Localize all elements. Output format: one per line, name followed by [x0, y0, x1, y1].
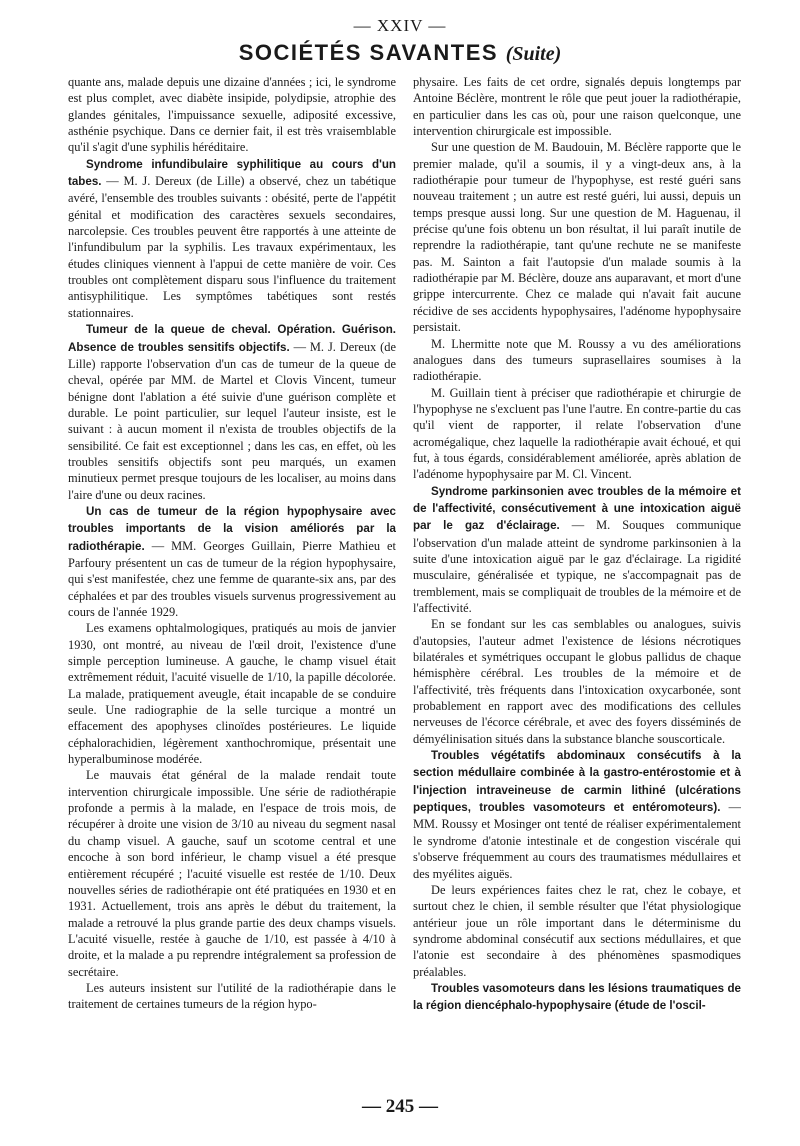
paragraph-continued: physaire. Les faits de cet ordre, signalés depuis longtemps par Antoine Béclère, montrent le rôle que peut jouer la radiothérapie, en particulier dans les cas où, pour une raison quelconque, une intervention chirurgicale est impossible. [413, 75, 741, 139]
paragraph-body: — MM. Georges Guillain, Pierre Mathieu et Parfoury présentent un cas de tumeur de la région hypophysaire, qui s'est manifestée, chez une femme de quarante-six ans, par des céphalées et par des troubles visuels survenus progressivement au cours de l'année 1929. [68, 538, 396, 619]
section-header [0, 40, 800, 66]
paragraph-heading: Tumeur de la queue de cheval. Opération. Guérison. Absence de troubles sensitifs objectifs. [68, 323, 396, 354]
paragraph-with-heading [413, 747, 741, 882]
paragraph-continued: quante ans, malade depuis une dizaine d'années ; ici, le syndrome est plus complet, avec diabète insipide, polydipsie, atrophie des glandes génitales, l'impuissance sexuelle, adiposité excessive, asthénie psychique. Dans ce dernier fait, il est très vraisemblable qu'il s'agit d'une syphilis héréditaire. [68, 75, 396, 155]
paragraph-heading: Un cas de tumeur de la région hypophysaire avec troubles importants de la vision améliorés par la radiothérapie. [68, 504, 396, 553]
paragraph-heading: Syndrome infundibulaire syphilitique au cours d'un tabes. [68, 157, 396, 189]
paragraph: Sur une question de M. Baudouin, M. Béclère rapporte que le premier malade, qu'il a soumis, il y a vingt-deux ans, à la radiothérapie pour tumeur de l'hypophyse, est resté guéri sans nouveau traitement ; un autre est resté guéri, lui aussi, depuis un temps presque aussi long. Sur une question de M. Haguenau, il précise qu'une fois obtenu un bon résultat, il lui paraît inutile de reprendre la radiothérapie, tant qu'une rechute ne se manifeste pas. M. Sainton a fait l'autopsie d'un malade soumis à la radiothérapie par M. Béclère, douze ans auparavant, et mort d'une grippe intercurrente. Chez ce malade qui n'avait fait aucune récidive de ses accidents hypophysaires, l'adénome hypophysaire persistait. [413, 140, 741, 335]
paragraph-heading: Troubles vasomoteurs dans les lésions traumatiques de la région diencéphalo-hypophysaire (étude de l'oscil- [413, 981, 741, 1013]
paragraph: De leurs expériences faites chez le rat, chez le cobaye, et surtout chez le chien, il semble résulter que l'état physiologique antérieur joue un rôle important dans le déterminisme du syndrome abdominal consécutif aux sections médullaires, et que l'atonie est secondaire à des phénomènes spasmodiques préalables. [413, 882, 741, 979]
paragraph-body: — M. J. Dereux (de Lille) a observé, chez un tabétique avéré, l'ensemble des troubles suivants : obésité, perte de l'appétit génital et modification des caractères sexuels secondaires, narcolepsie. Ces troubles peuvent être rapportés à une atteinte de l'infundibulum par la syphilis. Les travaux expérimentaux, les études cliniques viennent à l'appui de cette manière de voir. Ces troubles ont complètement disparu sous l'influence du traitement antisyphilitique. Les symptômes tabétiques sont restés stationnaires. [68, 174, 396, 320]
right-column [413, 74, 741, 1106]
left-column [68, 74, 396, 1106]
paragraph: Les examens ophtalmologiques, pratiqués au mois de janvier 1930, ont montré, au niveau de l'œil droit, l'existence d'une simple perception lumineuse. A gauche, le champ visuel était extrêmement réduit, l'acuité visuelle de 1/10, la papille décolorée. La malade, pratiquement aveugle, était incapable de se conduire seule. Une radiographie de la selle turcique a montré un effacement des apophyses clinoïdes postérieures. Le liquide céphalorachidien, légèrement xanthochromique, présentait une hyperalbuminose modérée. [68, 621, 396, 767]
paragraph-body: — MM. Roussy et Mosinger ont tenté de réaliser expérimentalement le syndrome d'atonie intestinale et de congestion viscérale qui s'observe fréquemment au cours des traumatismes médullaires et des myélites aiguës. [413, 800, 741, 881]
section-title: SOCIÉTÉS SAVANTES [238, 40, 499, 65]
paragraph-with-heading [413, 483, 741, 617]
paragraph-heading: Syndrome parkinsonien avec troubles de la mémoire et de l'affectivité, consécutivement à une intoxication aiguë par le gaz d'éclairage. [413, 484, 741, 533]
paragraph: Les auteurs insistent sur l'utilité de la radiothérapie dans le traitement de certaines tumeurs de la région hypo- [68, 980, 396, 1012]
paragraph-heading: Troubles végétatifs abdominaux consécutifs à la section médullaire combinée à la gastro-entérostomie et à l'injection intraveineuse de carmin lithiné (ulcérations peptiques, troubles vasomoteurs et entéromoteurs). [413, 749, 741, 815]
paragraph-with-heading [68, 156, 396, 321]
paragraph-with-heading [68, 503, 396, 620]
page-number: — 245 — [362, 1096, 438, 1117]
paragraph-with-heading [413, 980, 741, 1015]
paragraph-body: — M. J. Dereux (de Lille) rapporte l'observation d'un cas de tumeur de la queue de cheval, opérée par MM. de Martel et Clovis Vincent, tumeur bénigne dont l'ablation a été suivie d'une guérison complète et durable. Le point particulier, sur lequel l'auteur insiste, est le suivant : à aucun moment il n'exista de troubles objectifs de la sensibilité. Ce fait est exceptionnel ; dans les cas, en effet, où les troubles sensitifs objectifs sont peu marqués, un examen minutieux permet presque toujours de les localiser, au moins dans l'aire d'une ou deux racines. [68, 339, 396, 502]
roman-page-number: — XXIV — [353, 16, 447, 35]
paragraph: M. Guillain tient à préciser que radiothérapie et chirurgie de l'hypophyse ne s'excluent pas l'une l'autre. En contre-partie du cas qu'il vient de rapporter, il relate l'observation d'une acromégalique, chez laquelle la radiothérapie avait échoué, et qui fut, à tous égards, considérablement améliorée, après ablation de l'adénome hypophysaire par M. Cl. Vincent. [413, 385, 741, 482]
paragraph: Le mauvais état général de la malade rendait toute intervention chirurgicale impossible. Une série de radiothérapie profonde a permis à la malade, en l'espace de trois mois, de récupérer à droite une vision de 3/10 au niveau du segment nasal du champ visuel. A gauche, sauf un scotome central et une encoche à son bord inférieur, le champ visuel a été presque entièrement récupéré ; l'acuité visuelle est restée de 1/10. Deux nouvelles séries de radiothérapie ont été pratiquées en 1930 et en 1931. Actuellement, trois ans après le début du traitement, la malade a retrouvé la plus grande partie des deux champs visuels. L'acuité visuelle, restée à gauche de 1/10, est passée à 4/10 à droite, et la malade a pu reprendre intégralement sa profession de secrétaire. [68, 768, 396, 979]
section-suite: (Suite) [505, 43, 562, 65]
paragraph: En se fondant sur les cas semblables ou analogues, suivis d'autopsies, l'auteur admet l'existence de lésions nécrotiques bilatérales et symétriques occupant le globus pallidus de chaque hémisphère cérébral. Les troubles de la mémoire et de l'affectivité, très fréquents dans l'intoxication oxycarbonée, sont probablement en rapport avec des modifications des cellules nerveuses de l'écorce cérébrale, et avec des foyers disséminés de démyélinisation situés dans la substance blanche souscorticale. [413, 617, 741, 746]
paragraph: M. Lhermitte note que M. Roussy a vu des améliorations analogues dans des tumeurs suprasellaires soumises à la radiothérapie. [413, 336, 741, 384]
paragraph-with-heading [68, 321, 396, 503]
paragraph-body: — M. Souques communique l'observation d'un malade atteint de syndrome parkinsonien à la suite d'une intoxication aiguë par le gaz d'éclairage. La rigidité musculaire, généralisée et typique, ne s'accompagnait pas de tremblement, mais se compliquait de troubles de la mémoire et de l'affectivité. [413, 518, 741, 615]
